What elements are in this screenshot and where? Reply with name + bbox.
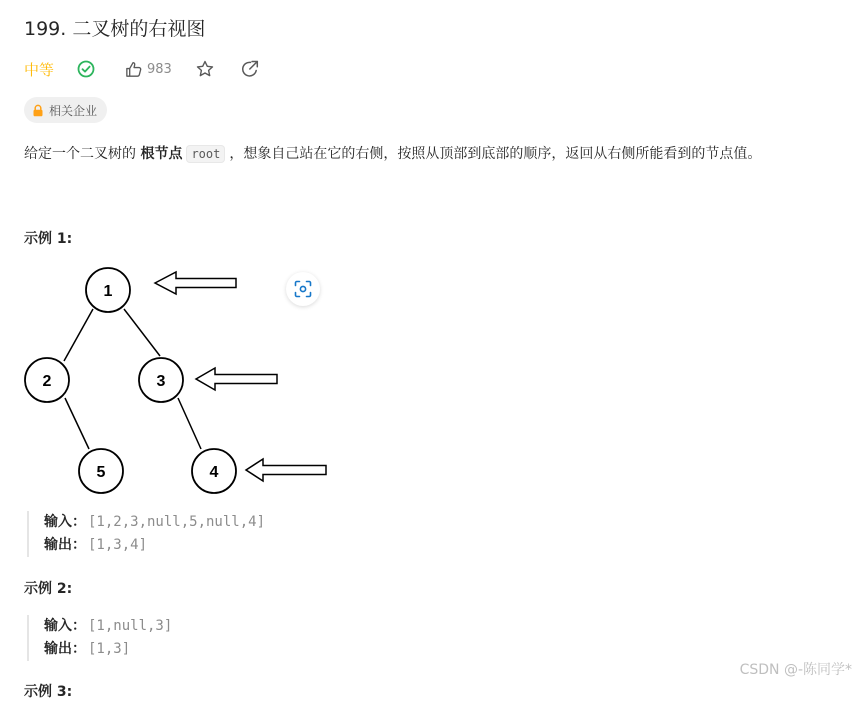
input-value: [1,null,3] [88,618,173,634]
watermark: CSDN @-陈同学* [739,662,852,678]
star-icon [195,59,215,79]
example-2-title: 示例 2: [24,581,73,597]
problem-title: 199. 二叉树的右视图 [24,18,206,40]
check-circle-icon [76,59,96,79]
like-button[interactable] [124,56,172,82]
example-3-title: 示例 3: [24,684,73,700]
output-value: [1,3,4] [88,537,148,553]
scan-icon [293,279,313,299]
tree-node-label: 4 [209,464,219,481]
tree-edge [65,398,89,449]
company-tag-label: 相关企业 [49,103,98,118]
problem-description [24,143,761,165]
description-suffix: ，想象自己站在它的右侧，按照从顶部到底部的顺序，返回从右侧所能看到的节点值。 [229,146,762,162]
description-bold: 根节点 [140,146,183,162]
company-tag-button[interactable] [24,97,107,123]
difficulty-badge: 中等 [24,61,55,79]
example-2-input [44,615,172,638]
share-button[interactable] [240,56,260,82]
example-1-io [27,511,265,557]
right-view-arrow [246,459,326,481]
image-scan-button[interactable] [286,272,320,306]
example-1-input [44,511,265,534]
tree-node-label: 2 [42,373,52,390]
example-1-output [44,534,265,557]
tree-edge [178,398,201,449]
solved-status [76,56,96,82]
tree-node-label: 3 [156,373,166,390]
thumbs-up-icon [124,60,143,79]
input-label: 输入： [44,618,86,634]
description-code: root [186,145,225,163]
share-icon [240,59,260,79]
input-value: [1,2,3,null,5,null,4] [88,514,266,530]
output-label: 输出： [44,641,86,657]
example-2-io [27,615,172,661]
input-label: 输入： [44,514,86,530]
right-view-arrow [196,368,277,390]
favorite-button[interactable] [195,56,215,82]
example-1-title: 示例 1: [24,231,73,247]
tree-node-label: 1 [103,283,113,300]
output-value: [1,3] [88,641,131,657]
example-2-output [44,638,172,661]
output-label: 输出： [44,537,86,553]
tree-edge [124,309,160,356]
like-count: 983 [147,61,172,77]
right-view-arrow [155,272,236,294]
tree-node-label: 5 [96,464,106,481]
description-prefix: 给定一个二叉树的 [24,146,136,162]
lock-icon [32,104,44,117]
tree-edge [64,309,93,361]
